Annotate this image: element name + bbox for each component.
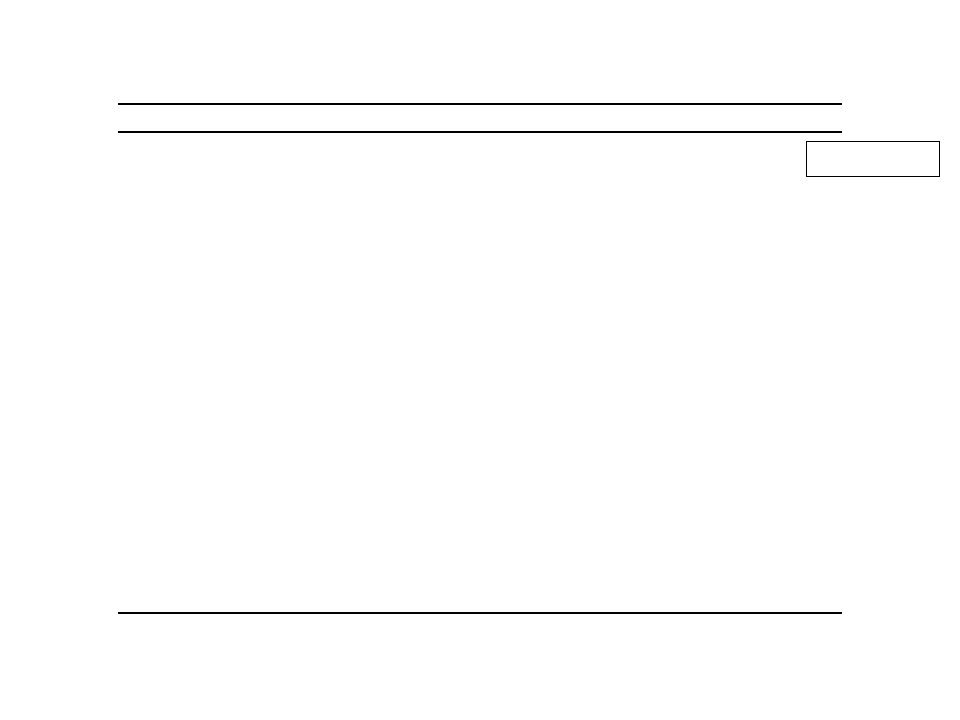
hash-key-table [806, 141, 940, 177]
key-table-header-row [807, 142, 940, 177]
key-column-header [807, 142, 872, 177]
hash-column-header [871, 142, 940, 177]
